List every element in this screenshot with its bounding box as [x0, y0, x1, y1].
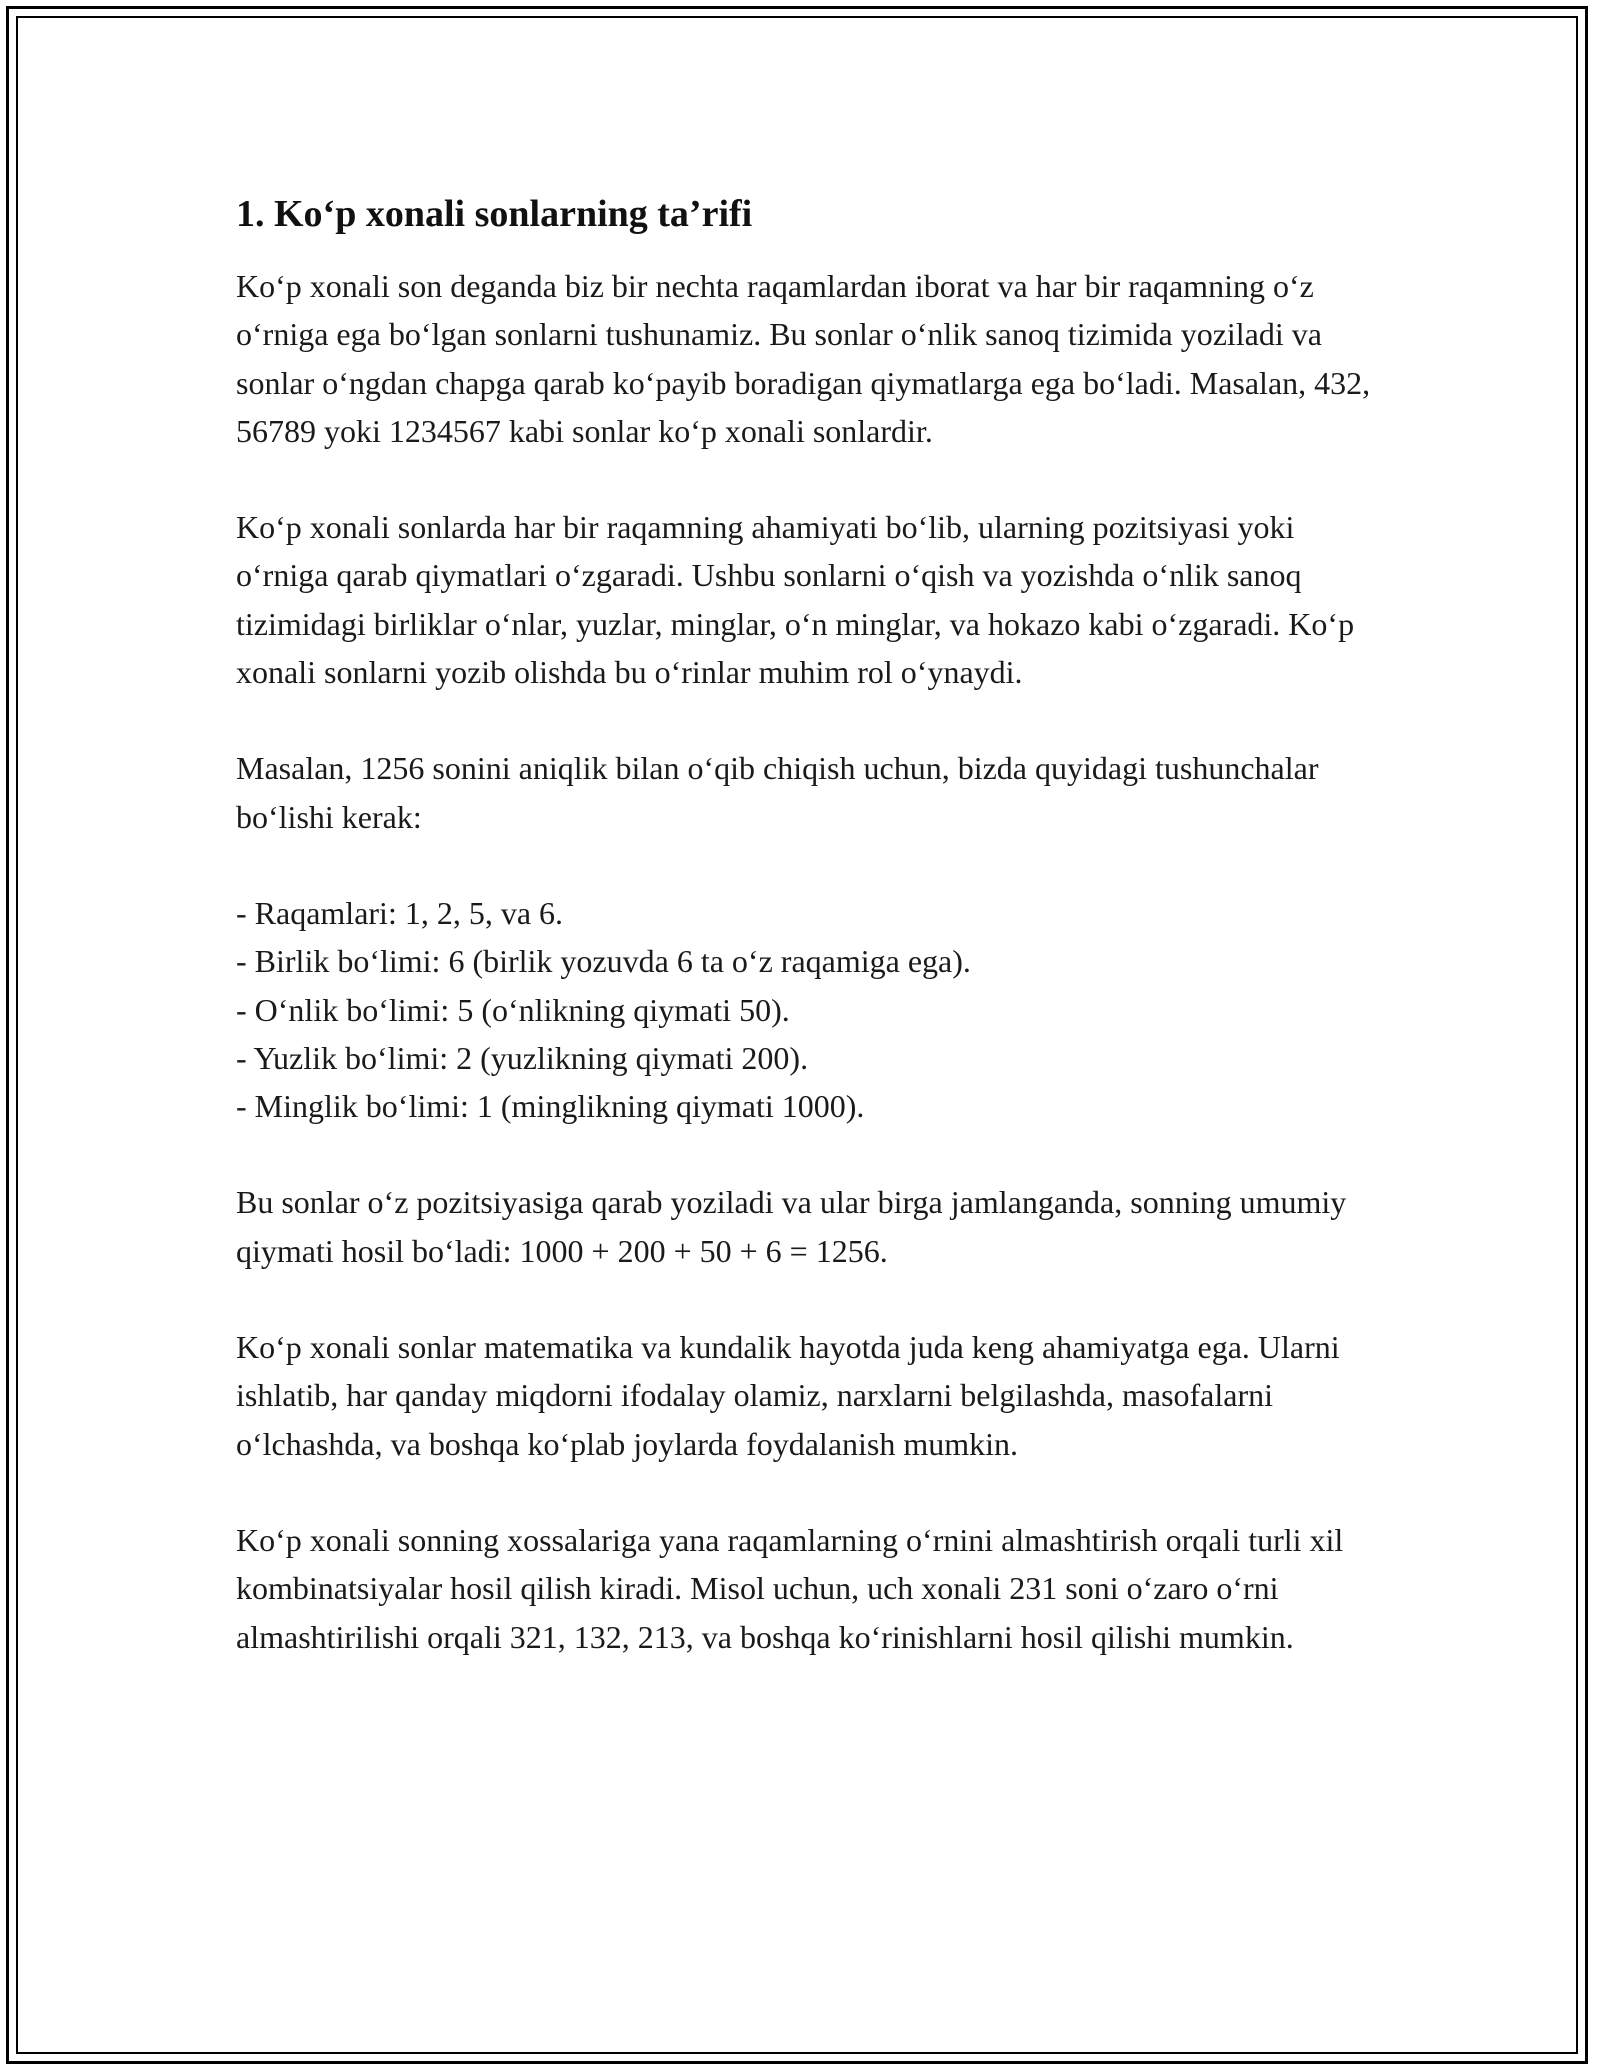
paragraph-sum: Bu sonlar o‘z pozitsiyasiga qarab yoziladi va ular birga jamlanganda, sonning umumiy qiymati hosil bo‘ladi: 1000 + 200 + 50 + 6 = 1256.: [236, 1184, 1347, 1269]
paragraph-importance: Ko‘p xonali sonlar matematika va kundalik hayotda juda keng ahamiyatga ega. Ularni ishlatib, har qanday miqdorni ifodalay olamiz, narxlarni belgilashda, masofalarni o‘lchashda, va boshqa ko‘plab joylarda foydalanish mumkin.: [236, 1329, 1340, 1462]
list-item: - Minglik bo‘limi: 1 (minglikning qiymati 1000).: [236, 1088, 865, 1125]
paragraph-permutations: Ko‘p xonali sonning xossalariga yana raqamlarning o‘rnini almashtirish orqali turli xil kombinatsiyalar hosil qilish kiradi. Misol uchun, uch xonali 231 soni o‘zaro o‘rni almashtirilishi orqali 321, 132, 213, va boshqa ko‘rinishlarni hosil qilishi mumkin.: [236, 1521, 1344, 1655]
list-item: - Birlik bo‘limi: 6 (birlik yozuvda 6 ta o‘z raqamiga ega).: [236, 943, 971, 980]
paragraph-digit-position: Ko‘p xonali sonlarda har bir raqamning ahamiyati bo‘lib, ularning pozitsiyasi yoki o‘rniga qarab qiymatlari o‘zgaradi. Ushbu sonlarni o‘qish va yozishda o‘nlik sanoq tizimidagi birliklar o‘nlar, yuzlar, minglar, o‘n minglar, va hokazo kabi o‘zgaradi. Ko‘p xonali sonlarni yozib olishda bu o‘rinlar muhim rol o‘ynaydi.: [236, 509, 1355, 691]
list-item: - O‘nlik bo‘limi: 5 (o‘nlikning qiymati 50).: [236, 991, 790, 1028]
section-heading: 1. Ko‘p xonali sonlarning ta’rifi: [236, 193, 753, 235]
paragraph-definition: Ko‘p xonali son deganda biz bir nechta raqamlardan iborat va har bir raqamning o‘z o‘rniga ega bo‘lgan sonlarni tushunamiz. Bu sonlar o‘nlik sanoq tizimida yoziladi va sonlar o‘ngdan chapga qarab ko‘payib boradigan qiymatlarga ega bo‘ladi. Masalan, 432, 56789 yoki 1234567 kabi sonlar ko‘p xonali sonlardir.: [236, 268, 1371, 449]
list-item: - Yuzlik bo‘limi: 2 (yuzlikning qiymati 200).: [236, 1039, 809, 1076]
document-body: [236, 186, 1386, 1709]
list-item: - Raqamlari: 1, 2, 5, va 6.: [236, 894, 564, 931]
paragraph-example-intro: Masalan, 1256 sonini aniqlik bilan o‘qib chiqish uchun, bizda quyidagi tushunchalar bo‘lishi kerak:: [236, 750, 1319, 835]
place-value-list: [236, 889, 1386, 1130]
